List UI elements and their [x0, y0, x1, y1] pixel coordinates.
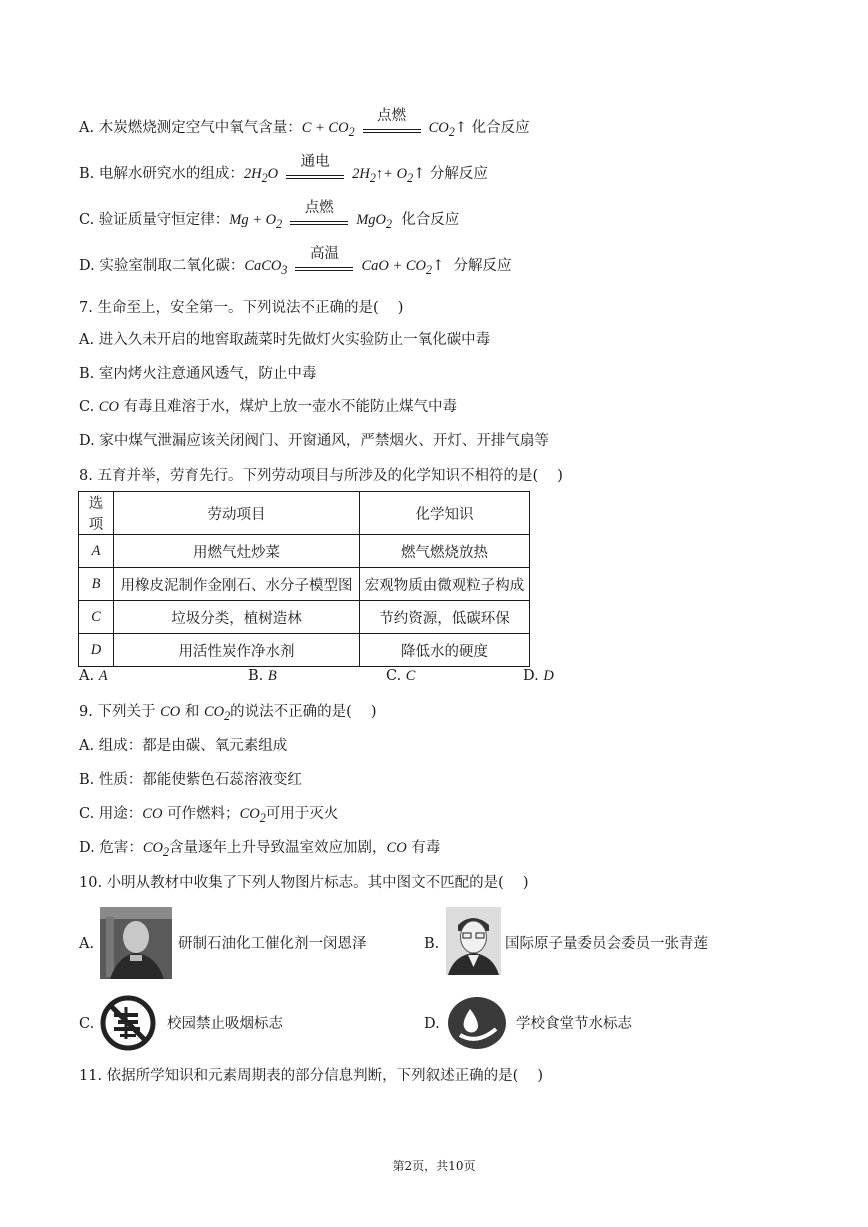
- q7-stem: 7. 生命至上，安全第一。下列说法不正确的是( ): [79, 300, 404, 316]
- q6-option-d: D. 实验室制取二氧化碳：CaCO$_3$ 高温 CaO + $CO_2↑$ 分解反应: [79, 246, 512, 277]
- table-cell: 节约资源，低碳环保: [360, 601, 530, 634]
- q6-option-a: A. 木炭燃烧测定空气中氧气含量：$C + CO_2$ 点燃 $CO_2↑$ 化合反应: [79, 108, 530, 139]
- table-row: [79, 535, 530, 568]
- q9-option-c: C. 用途：CO 可作燃料；$CO_2$可用于灭火: [79, 806, 339, 825]
- q10-option-b-label: B.: [424, 936, 440, 952]
- q8-stem: 8. 五育并举，劳育先行。下列劳动项目与所涉及的化学知识不相符的是( ): [79, 468, 563, 484]
- table-cell: B: [79, 568, 114, 601]
- no-smoking-icon: [100, 995, 156, 1051]
- table-row: [79, 601, 530, 634]
- q9-stem: 9. 下列关于 CO 和 $CO_2$的说法不正确的是( ): [79, 704, 377, 723]
- table-cell: A: [79, 535, 114, 568]
- q10-option-c-label: C.: [79, 1016, 95, 1032]
- q10-option-d-text: 学校食堂节水标志: [516, 1016, 632, 1032]
- q7-option-d: D. 家中煤气泄漏应该关闭阀门、开窗通风，严禁烟火、开灯、开排气扇等: [79, 433, 549, 449]
- q10-stem: 10. 小明从教材中收集了下列人物图片标志。其中图文不匹配的是( ): [79, 875, 529, 891]
- table-cell: D: [79, 634, 114, 667]
- q10-option-a-text: 研制石油化工催化剂一闵恩泽: [178, 936, 367, 952]
- table-cell: 降低水的硬度: [360, 634, 530, 667]
- reaction-condition: 通电: [286, 164, 344, 184]
- q8-option-b: B. B: [248, 668, 277, 684]
- q8-table: [78, 491, 530, 667]
- q10-option-b-text: 国际原子量委员会委员一张青莲: [505, 936, 708, 952]
- table-cell: 用橡皮泥制作金刚石、水分子模型图: [114, 568, 360, 601]
- reaction-condition: 点燃: [363, 118, 421, 138]
- q6-option-b: B. 电解水研究水的组成：$2H_2O$ 通电 $2H_2↑+$ $O_2↑$ 分解反应: [79, 154, 488, 185]
- q10-option-a-label: A.: [79, 936, 95, 952]
- q10-option-c-text: 校园禁止吸烟标志: [167, 1016, 283, 1032]
- water-drop-icon: [446, 995, 508, 1051]
- table-header-row: [79, 492, 530, 535]
- q9-option-b: B. 性质：都能使紫色石蕊溶液变红: [79, 772, 302, 788]
- table-cell: 燃气燃烧放热: [360, 535, 530, 568]
- table-header-cell: 劳动项目: [114, 492, 360, 535]
- reaction-condition: 高温: [295, 256, 353, 276]
- table-cell: C: [79, 601, 114, 634]
- q7-option-a: A. 进入久未开启的地窖取蔬菜时先做灯火实验防止一氧化碳中毒: [79, 332, 491, 348]
- table-cell: 宏观物质由微观粒子构成: [360, 568, 530, 601]
- portrait-photo-a: [100, 907, 172, 979]
- q10-option-d-label: D.: [424, 1016, 440, 1032]
- table-cell: 用活性炭作净水剂: [114, 634, 360, 667]
- table-cell: 用燃气灶炒菜: [114, 535, 360, 568]
- q8-option-c: C. C: [386, 668, 416, 684]
- portrait-icon: [446, 907, 501, 975]
- table-header-cell: 化学知识: [360, 492, 530, 535]
- portrait-photo-b: [446, 907, 501, 975]
- q11-stem: 11. 依据所学知识和元素周期表的部分信息判断，下列叙述正确的是( ): [79, 1068, 544, 1084]
- table-row: [79, 568, 530, 601]
- q9-option-a: A. 组成：都是由碳、氧元素组成: [79, 738, 288, 754]
- q8-option-a: A. A: [79, 668, 108, 684]
- q6-option-c: C. 验证质量守恒定律：$Mg + O_2$ 点燃 MgO$_2$ 化合反应: [79, 200, 460, 231]
- table-row: [79, 634, 530, 667]
- table-header-cell: 选项: [79, 492, 114, 535]
- table-cell: 垃圾分类，植树造林: [114, 601, 360, 634]
- water-saving-sign: [446, 995, 508, 1051]
- q7-option-b: B. 室内烤火注意通风透气，防止中毒: [79, 366, 317, 382]
- q9-option-d: D. 危害：$CO_2$含量逐年上升导致温室效应加剧，CO 有毒: [79, 840, 441, 859]
- page-footer: 第2页，共10页: [392, 1159, 476, 1173]
- reaction-condition: 点燃: [290, 210, 348, 230]
- no-smoking-sign: [100, 995, 156, 1051]
- q7-option-c: C. CO 有毒且难溶于水，煤炉上放一壶水不能防止煤气中毒: [79, 399, 458, 415]
- portrait-icon: [100, 907, 172, 979]
- q8-option-d: D. D: [523, 668, 554, 684]
